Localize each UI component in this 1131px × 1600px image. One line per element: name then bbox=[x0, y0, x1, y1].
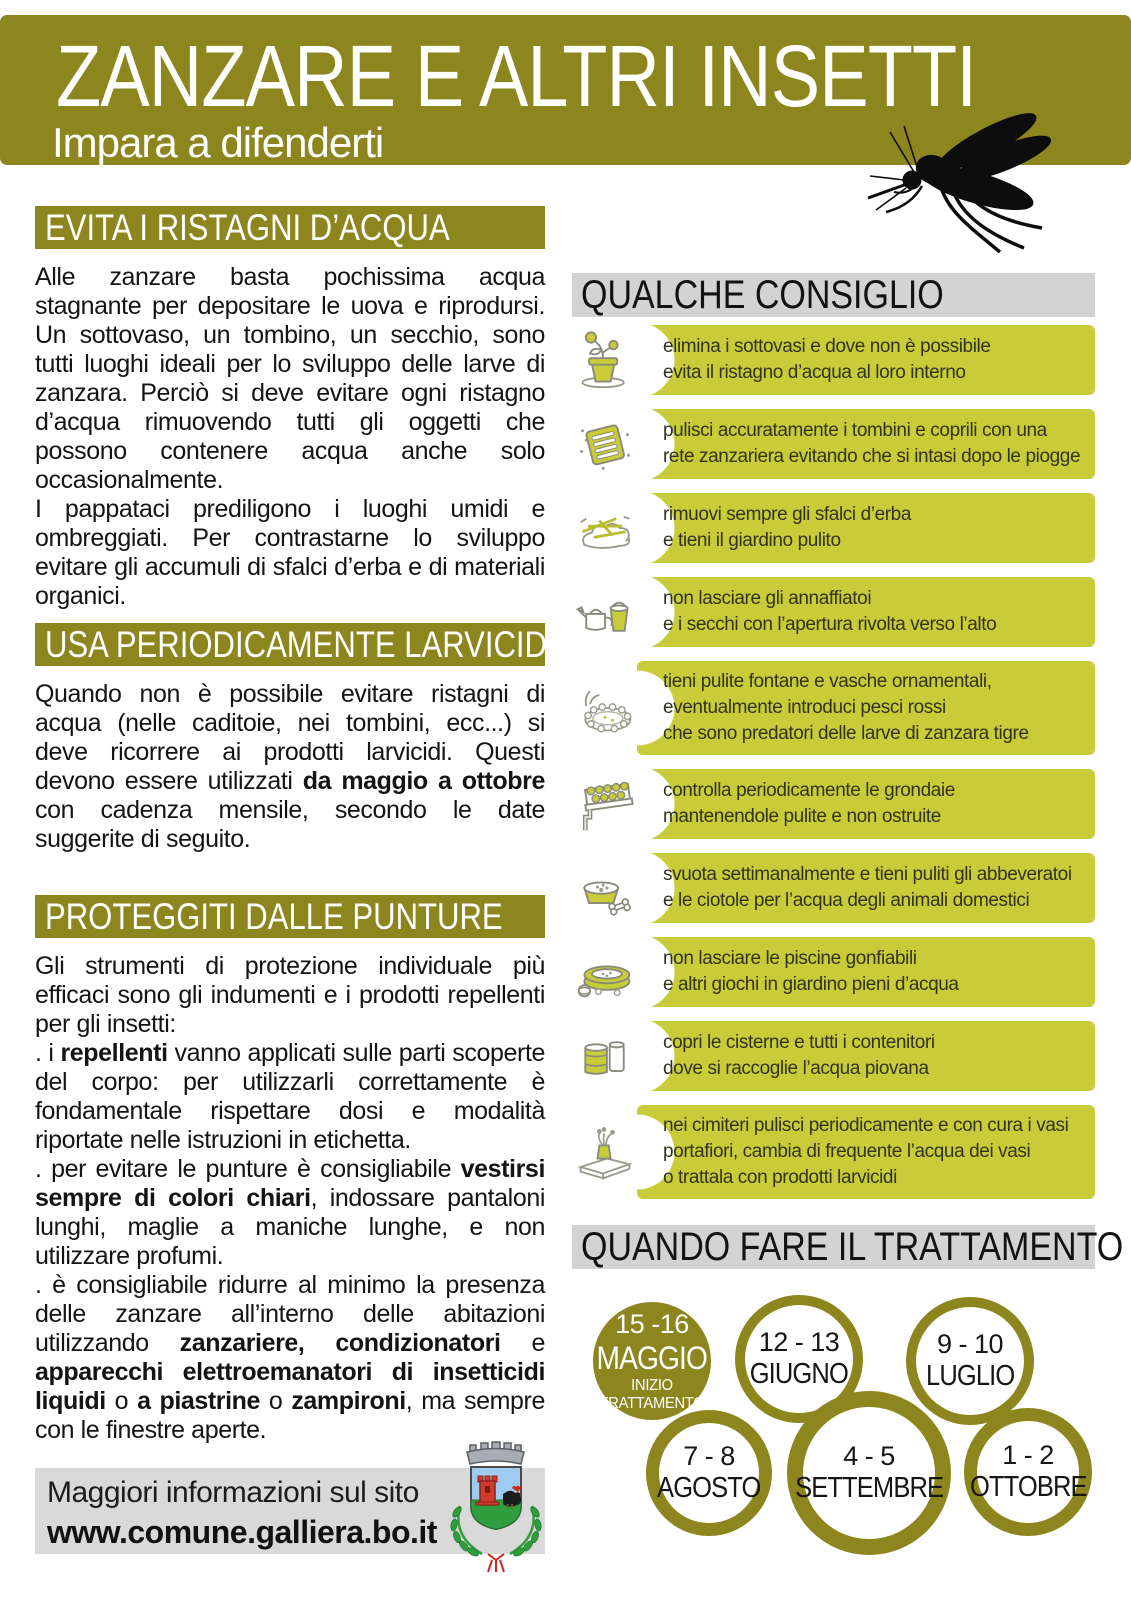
treatment-dates: 4 - 5 bbox=[843, 1441, 895, 1471]
poster-subtitle: Impara a difenderti bbox=[52, 119, 384, 166]
treatment-heading-label: QUANDO FARE IL TRATTAMENTO bbox=[581, 1225, 1124, 1269]
tip-text: elimina i sottovasi e dove non è possibile evita il ristagno d’acqua al loro interno bbox=[663, 336, 991, 383]
treatment-dates: 7 - 8 bbox=[683, 1441, 735, 1471]
tip-text: nei cimiteri pulisci periodicamente e con cura i vasi portafiori, cambia di frequente l’acqua dei vasi o trattala con prodotti larvicidi bbox=[663, 1115, 1069, 1188]
treatment-note: INIZIO TRATTAMENTO bbox=[599, 1377, 705, 1412]
paragraph: . i repellenti vanno applicati sulle parti scoperte del corpo: per utilizzarli correttamente è fondamentale rispettare dosi e modalità riportate nelle istruzioni in etichetta. bbox=[35, 1039, 545, 1154]
tip-item bbox=[637, 325, 1095, 395]
treatment-dates: 15 -16 bbox=[615, 1309, 689, 1339]
tip-text: svuota settimanalmente e tieni puliti gli abbeveratoi e le ciotole per l’acqua degli animali domestici bbox=[663, 864, 1072, 911]
section-heading-label: USA PERIODICAMENTE LARVICIDI bbox=[45, 624, 556, 665]
gutter-icon bbox=[575, 771, 635, 837]
treatment-month: GIUGNO bbox=[749, 1358, 849, 1390]
grave-vase-icon bbox=[575, 1119, 635, 1185]
section-heading-label: PROTEGGITI DALLE PUNTURE bbox=[45, 896, 503, 937]
treatment-circles bbox=[572, 1273, 1095, 1600]
tip-text: rimuovi sempre gli sfalci d’erba e tieni il giardino pulito bbox=[663, 504, 912, 551]
tip-text: tieni pulite fontane e vasche ornamentali, eventualmente introduci pesci rossi che sono predatori delle larve di zanzara tigre bbox=[663, 671, 1029, 744]
website-url: www.comune.galliera.bo.it bbox=[47, 1514, 437, 1550]
tips-list bbox=[572, 325, 1095, 1199]
tip-item bbox=[637, 577, 1095, 647]
flower-pot-icon bbox=[575, 327, 635, 393]
treatment-month: LUGLIO bbox=[925, 1360, 1015, 1392]
poster-title: ZANZARE E ALTRI INSETTI bbox=[56, 28, 977, 125]
fountain-icon bbox=[575, 675, 635, 741]
tip-text: copri le cisterne e tutti i contenitori dove si raccoglie l’acqua piovana bbox=[663, 1032, 935, 1079]
tips-heading bbox=[572, 273, 1095, 317]
tip-item bbox=[637, 1105, 1095, 1199]
treatment-date-circle bbox=[964, 1408, 1092, 1536]
treatment-date-circle bbox=[646, 1410, 772, 1536]
section-heading-punture bbox=[35, 895, 545, 938]
section-body-larvicidi bbox=[35, 680, 545, 854]
treatment-date-circle bbox=[906, 1297, 1034, 1425]
tip-item bbox=[637, 1021, 1095, 1091]
tip-item bbox=[637, 853, 1095, 923]
section-heading-label: EVITA I RISTAGNI D’ACQUA bbox=[45, 207, 450, 248]
paragraph: Quando non è possibile evitare ristagni di acqua (nelle caditoie, nei tombini, ecc...) si deve ricorrere ai prodotti larvicidi. Questi devono essere utilizzati da maggio a ottobre con cadenza mensile, secondo le date suggerite di seguito. bbox=[35, 680, 545, 853]
paragraph: I pappataci prediligono i luoghi umidi e ombreggiati. Per contrastarne lo sviluppo evitare gli accumuli di sfalci d’erba e di materiali organici. bbox=[35, 495, 545, 610]
treatment-month: OTTOBRE bbox=[969, 1471, 1087, 1503]
tip-text: non lasciare gli annaffiatoi e i secchi con l’apertura rivolta verso l’alto bbox=[663, 588, 997, 635]
paragraph: Alle zanzare basta pochissima acqua stagnante per depositare le uova e riprodursi. Un sottovaso, un tombino, un secchio, sono tutti luoghi ideali per lo sviluppo delle larve di zanzara. Perciò si deve evitare ogni ristagno d’acqua rimuovendo tutti gli oggetti che possono contenere acqua anche solo occasionalmente. bbox=[35, 263, 545, 494]
pet-bowl-icon bbox=[575, 855, 635, 921]
inflatable-pool-icon bbox=[575, 939, 635, 1005]
tips-heading-label: QUALCHE CONSIGLIO bbox=[581, 273, 944, 317]
treatment-month: SETTEMBRE bbox=[794, 1472, 944, 1504]
watering-can-icon bbox=[575, 579, 635, 645]
tip-item bbox=[637, 769, 1095, 839]
info-text: Maggiori informazioni sul sito bbox=[47, 1476, 419, 1509]
tip-text: pulisci accuratamente i tombini e coprili con una rete zanzariera evitando che si intasi dopo le piogge bbox=[663, 420, 1081, 467]
tip-text: controlla periodicamente le grondaie mantenendole pulite e non ostruite bbox=[663, 780, 955, 827]
treatment-date-circle bbox=[593, 1302, 711, 1420]
section-body-punture bbox=[35, 952, 545, 1445]
grass-clippings-icon bbox=[575, 495, 635, 561]
right-column bbox=[572, 273, 1124, 1600]
section-body-ristagni bbox=[35, 263, 545, 611]
barrel-icon bbox=[575, 1023, 635, 1089]
tip-item bbox=[637, 937, 1095, 1007]
treatment-heading bbox=[572, 1225, 1124, 1269]
tip-text: non lasciare le piscine gonfiabili e altri giochi in giardino pieni d’acqua bbox=[663, 948, 959, 995]
tip-item bbox=[637, 493, 1095, 563]
tip-item bbox=[637, 661, 1095, 755]
treatment-dates: 1 - 2 bbox=[1002, 1440, 1054, 1470]
treatment-month: MAGGIO bbox=[596, 1340, 708, 1376]
treatment-date-circle bbox=[787, 1391, 951, 1555]
drain-grate-icon bbox=[575, 411, 635, 477]
section-heading-ristagni bbox=[35, 206, 545, 249]
tip-item bbox=[637, 409, 1095, 479]
section-heading-larvicidi bbox=[35, 623, 556, 666]
mosquito-icon bbox=[852, 100, 1072, 270]
paragraph: . è consigliabile ridurre al minimo la presenza delle zanzare all’interno delle abitazioni utilizzando zanzariere, condizionatori e apparecchi elettroemanatori di insetticidi liquidi o a piastrine o zampironi, ma sempre con le finestre aperte. bbox=[35, 1271, 545, 1444]
treatment-month: AGOSTO bbox=[657, 1472, 761, 1504]
galliera-coat-of-arms bbox=[440, 1436, 552, 1594]
paragraph: . per evitare le punture è consigliabile vestirsi sempre di colori chiari, indossare pantaloni lunghi, maglie a maniche lunghe, e non utilizzare profumi. bbox=[35, 1155, 545, 1270]
treatment-dates: 9 - 10 bbox=[936, 1329, 1004, 1359]
treatment-dates: 12 - 13 bbox=[758, 1327, 840, 1357]
paragraph: Gli strumenti di protezione individuale più efficaci sono gli indumenti e i prodotti repellenti per gli insetti: bbox=[35, 952, 545, 1038]
